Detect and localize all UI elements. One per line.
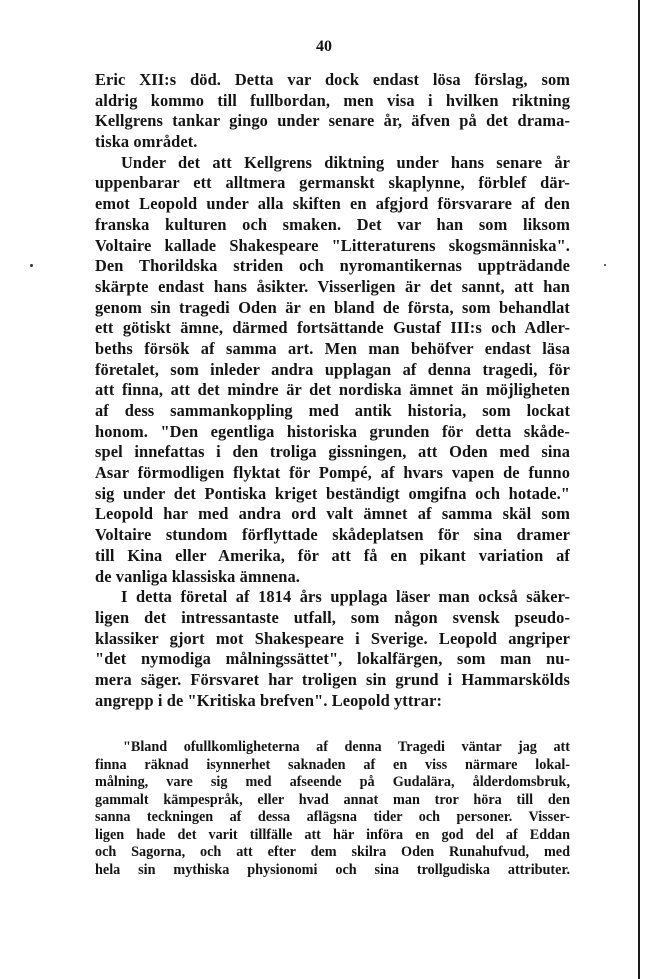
text-line: emot Leopold under alla skiften en afgjord försvarare af den xyxy=(95,194,570,214)
text-line: aldrig kommo till fullbordan, men visa i hvilken riktning xyxy=(95,90,570,110)
quote-line: "Bland ofullkomligheterna af denna Tragedi väntar jag att xyxy=(123,739,570,755)
text-line: att finna, att det mindre är det nordiska ämnet än möjligheten xyxy=(95,380,570,400)
text-line: Voltaire kallade Shakespeare "Litteraturens skogsmänniska". xyxy=(95,235,570,255)
text-line: genom sin tragedi Oden är en bland de första, som behandlat xyxy=(95,297,570,317)
text-line: ett götiskt ämne, därmed fortsättande Gustaf III:s och Adler- xyxy=(95,318,570,338)
text-line: skärpte endast hans åsikter. Visserligen är det sannt, att han xyxy=(95,276,570,296)
text-line: uppenbarar ett alltmera germanskt skaplynne, förblef där- xyxy=(95,173,570,193)
text-line: mera säger. Försvaret har troligen sin grund i Hammarskölds xyxy=(95,669,570,689)
text-line: angrepp i de "Kritiska brefven". Leopold yttrar: xyxy=(95,690,443,710)
text-line: af dess sammankoppling med antik historia, som lockat xyxy=(95,401,570,420)
block-quote xyxy=(95,739,570,879)
text-line: Voltaire stundom förflyttade skådeplatsen för sina dramer xyxy=(95,525,570,545)
ink-speck xyxy=(30,264,33,267)
text-line: Kellgrens tankar gingo under senare år, äfven på det drama- xyxy=(95,111,570,131)
page-edge-rule xyxy=(638,0,640,979)
text-line: Leopold har med andra ord valt ämnet af samma skäl som xyxy=(95,504,570,524)
text-line: ligen det intressantaste utfall, som någon svensk pseudo- xyxy=(95,607,570,627)
text-line: honom. "Den egentliga historiska grunden för detta skåde- xyxy=(95,421,570,441)
text-line: I detta företal af 1814 års upplaga läser man också säker- xyxy=(121,587,570,607)
text-line: till Kina eller Amerika, för att få en pikant variation af xyxy=(95,545,570,565)
text-line: tiska området. xyxy=(95,132,198,152)
text-line: "det nymodiga målningssättet", lokalfärgen, som man nu- xyxy=(95,649,570,669)
page-number: 40 xyxy=(316,38,332,55)
text-line: beths försök af samma art. Men man behöfver endast läsa xyxy=(95,338,570,358)
quote-line: och Sagorna, och att efter dem skilra Oden Runahufvud, med xyxy=(95,844,570,860)
quote-line: finna räknad isynnerhet saknaden af en viss närmare lokal- xyxy=(95,756,570,773)
text-line: klassiker gjort mot Shakespeare i Sverige. Leopold angriper xyxy=(95,628,570,648)
text-line: franska kulturen och smaken. Det var han som liksom xyxy=(95,214,570,234)
text-line: de vanliga klassiska ämnena. xyxy=(95,566,301,586)
quote-line: ligen hade det varit tillfälle att här införa en god del af Eddan xyxy=(95,826,570,843)
text-line: Asar förmodligen flyktat för Pompé, af hvars vapen de funno xyxy=(95,463,570,483)
text-line: Under det att Kellgrens diktning under hans senare år xyxy=(121,152,570,172)
ink-speck xyxy=(604,264,606,266)
text-line: sig under det Pontiska kriget beständigt omgifna och hotade." xyxy=(95,483,570,503)
text-line: spel innefattas i den troliga gissningen, att Oden med sina xyxy=(95,442,570,462)
text-line: företalet, som inleder andra upplagan af denna tragedi, för xyxy=(95,359,570,379)
quote-line: hela sin mythiska physionomi och sina trollgudiska attributer. xyxy=(95,861,570,878)
body-text xyxy=(95,70,570,711)
quote-line: sanna teckningen af dessa aflägsna tider och personer. Visser- xyxy=(95,809,570,825)
text-line: Eric XII:s död. Detta var dock endast lösa förslag, som xyxy=(95,70,570,89)
quote-line: målning, vare sig med afseende på Gudalära, ålderdomsbruk, xyxy=(95,774,570,790)
text-line: Den Thorildska striden och nyromantikernas uppträdande xyxy=(95,256,570,276)
quote-line: gammalt kämpespråk, eller hvad annat man tror höra till den xyxy=(95,791,570,808)
